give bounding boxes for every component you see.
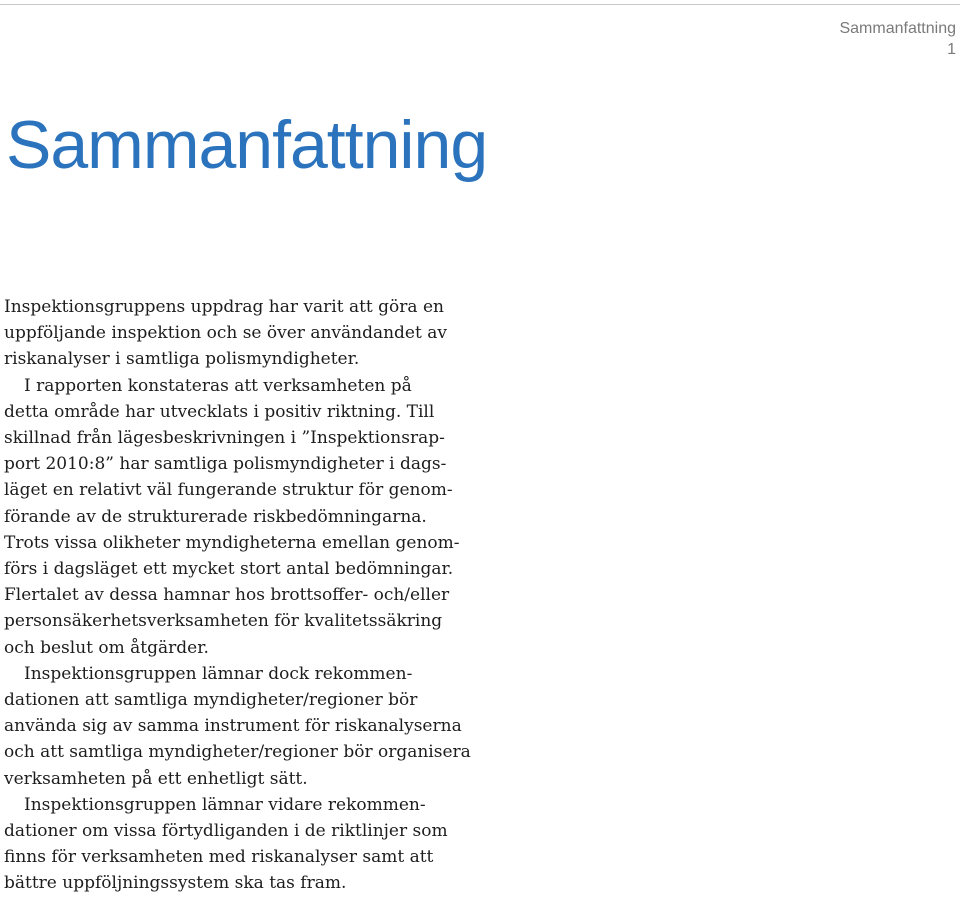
text-line: finns för verksamheten med riskanalyser samt att	[4, 847, 434, 868]
text-line: riskanalyser i samtliga polismyndigheter.	[4, 349, 360, 370]
text-line: Inspektionsgruppen lämnar dock rekommen-	[24, 663, 413, 684]
paragraph-2	[4, 373, 474, 661]
text-line: dationen att samtliga myndigheter/regioner bör	[4, 690, 418, 711]
header-rule	[0, 4, 960, 5]
text-line: port 2010:8” har samtliga polismyndigheter i dags-	[4, 454, 447, 475]
text-line: Trots vissa olikheter myndigheterna emellan genom-	[4, 532, 460, 553]
text-line: använda sig av samma instrument för riskanalyserna	[4, 716, 462, 737]
text-line: detta område har utvecklats i positiv riktning. Till	[4, 401, 435, 422]
text-line: bättre uppföljningssystem ska tas fram.	[4, 873, 347, 894]
paragraph-3	[4, 661, 474, 792]
text-line: och att samtliga myndigheter/regioner bör organisera	[4, 742, 471, 763]
text-line: dationer om vissa förtydliganden i de riktlinjer som	[4, 821, 448, 842]
text-line: uppföljande inspektion och se över användandet av	[4, 323, 447, 344]
text-line: I rapporten konstateras att verksamheten på	[24, 375, 412, 396]
text-line: Flertalet av dessa hamnar hos brottsoffer- och/eller	[4, 585, 450, 606]
text-line: förs i dagsläget ett mycket stort antal bedömningar.	[4, 559, 454, 580]
paragraph-1	[4, 294, 474, 373]
paragraph-4	[4, 792, 474, 897]
text-line: Inspektionsgruppen lämnar vidare rekommen-	[24, 794, 426, 815]
text-line: verksamheten på ett enhetligt sätt.	[4, 768, 308, 789]
page-number: 1	[947, 41, 956, 58]
running-header	[839, 18, 956, 60]
text-line: förande av de strukturerade riskbedömningarna.	[4, 506, 427, 527]
text-line: Inspektionsgruppens uppdrag har varit att göra en	[4, 297, 444, 317]
text-line: skillnad från lägesbeskrivningen i ”Inspektionsrap-	[4, 428, 445, 449]
page-title: Sammanfattning	[6, 107, 488, 183]
text-line: och beslut om åtgärder.	[4, 637, 209, 658]
summary-body	[4, 294, 474, 897]
text-line: personsäkerhetsverksamheten för kvalitetssäkring	[4, 611, 443, 632]
running-header-section: Sammanfattning	[839, 20, 956, 37]
text-line: läget en relativt väl fungerande struktur för genom-	[4, 480, 453, 501]
